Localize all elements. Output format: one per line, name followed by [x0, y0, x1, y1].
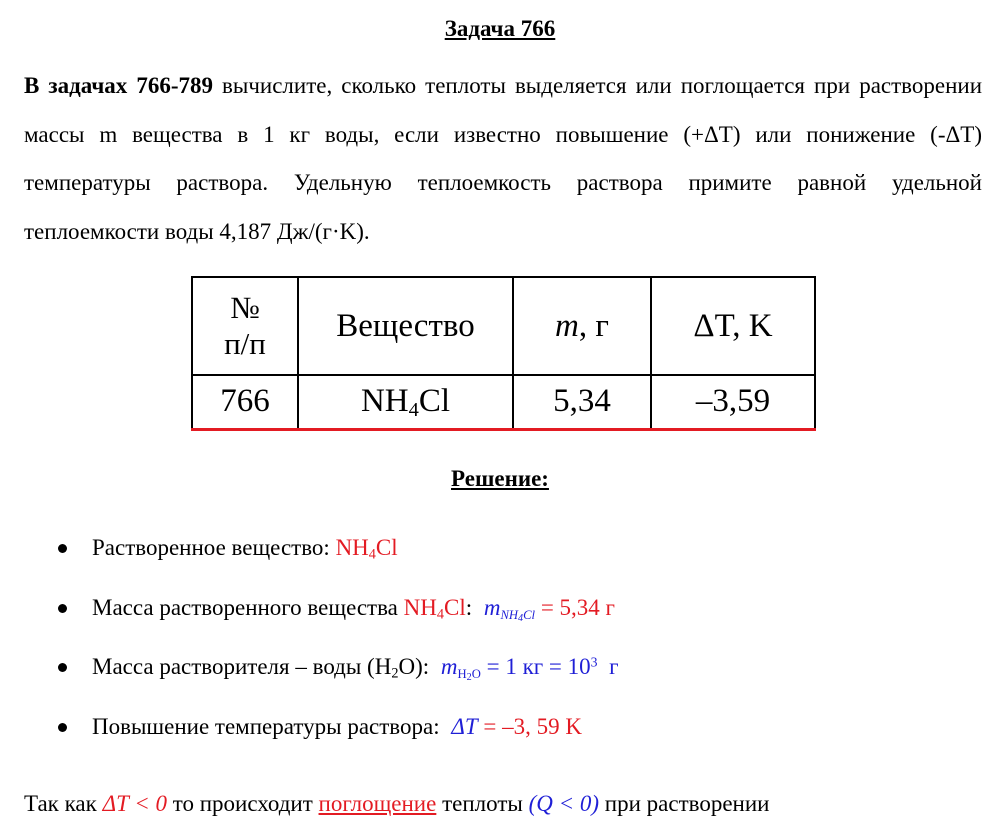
bullet-label: Масса растворенного вещества	[92, 594, 404, 620]
formula-part: NH	[500, 607, 519, 622]
cell-number: 766	[192, 375, 298, 429]
cell-substance-tail: Cl	[418, 383, 451, 420]
formula-symbol	[451, 714, 477, 739]
list-item	[58, 590, 978, 650]
header-mass-unit: , г	[578, 307, 609, 344]
temperature-change-formula	[451, 714, 582, 739]
formula-index: 4	[436, 606, 444, 623]
list-item	[58, 649, 978, 709]
formula-index: 4	[518, 612, 524, 624]
list-item	[58, 530, 978, 590]
bullet-label: O):	[398, 654, 435, 679]
list-item	[58, 709, 978, 769]
task-title: Задача 766	[444, 16, 556, 41]
formula-index: 2	[466, 672, 472, 684]
header-mass	[513, 277, 651, 375]
cell-substance	[298, 375, 513, 429]
formula-value: = 5,34 г	[535, 594, 615, 620]
solute-formula	[403, 594, 466, 623]
table-row	[192, 375, 815, 429]
conclusion-formula: ΔT < 0	[102, 791, 167, 816]
formula-part: O	[471, 667, 481, 682]
cell-substance-base: NH	[360, 383, 409, 420]
bullet-label: Повышение температуры раствора:	[92, 713, 446, 739]
conclusion-text: при растворении	[599, 791, 770, 816]
table-header-row	[192, 277, 815, 375]
header-number-sign: №	[230, 290, 260, 325]
conclusion-text: теплоты	[436, 791, 529, 816]
cell-mass: 5,34	[513, 375, 651, 429]
formula-subscript	[500, 608, 535, 622]
conclusion-text: то происходит	[166, 791, 319, 816]
formula-part: Cl	[443, 594, 466, 620]
formula-part: Cl	[523, 607, 536, 622]
solute-mass-formula	[483, 594, 615, 624]
header-substance: Вещество	[298, 277, 513, 375]
conclusion-text: Так как	[24, 791, 103, 816]
task-data-table	[191, 276, 816, 431]
bullet-label: Масса растворителя – воды (H	[92, 654, 392, 679]
formula-value: = 1 кг = 10	[480, 654, 591, 679]
formula-symbol: m	[440, 654, 458, 679]
formula-part: H	[457, 667, 467, 682]
header-number-abbr: п/п	[224, 326, 266, 361]
formula-index: 4	[368, 546, 376, 563]
solute-formula	[335, 535, 398, 563]
solution-title: Решение:	[451, 466, 549, 491]
formula-value: = –3, 59 K	[477, 713, 582, 739]
formula-subscript	[457, 667, 481, 684]
formula-part: NH	[335, 535, 369, 560]
conclusion-line	[24, 784, 982, 824]
absorption-word: поглощение	[318, 791, 437, 816]
header-number	[192, 277, 298, 375]
task-description: вычислите, сколько теплоты выделяется или поглощается при растворении массы m вещества в 1 кг воды, если известно повышение (+ΔT) или понижение (-ΔT) температуры раствора. Удельную теплоемкость раствора примите равной удельной теплоемкости воды 4,187 Дж/(г·K).	[24, 73, 982, 244]
bullet-colon: :	[465, 594, 473, 620]
cell-delta-t: –3,59	[651, 375, 815, 429]
delta-t-symbol: ΔT	[451, 713, 478, 739]
header-delta-t	[651, 277, 815, 375]
formula-part: NH	[403, 594, 437, 620]
formula-index: 2	[391, 665, 399, 682]
formula-symbol: m	[483, 594, 501, 620]
formula-part: Cl	[375, 535, 398, 560]
task-range: В задачах 766-789	[24, 73, 213, 98]
formula-exponent: 3	[590, 654, 598, 670]
heat-sign-formula: (Q < 0)	[528, 791, 600, 816]
solution-list	[58, 530, 978, 768]
bullet-label: Растворенное вещество:	[92, 535, 336, 560]
header-mass-symbol: m	[555, 307, 579, 344]
header-delta-t-unit: , K	[732, 307, 773, 344]
task-intro	[24, 62, 982, 256]
formula-unit: г	[597, 654, 619, 679]
cell-substance-index: 4	[408, 399, 419, 422]
header-delta-t-symbol: ΔT	[693, 307, 733, 344]
solvent-mass-formula	[440, 654, 619, 684]
